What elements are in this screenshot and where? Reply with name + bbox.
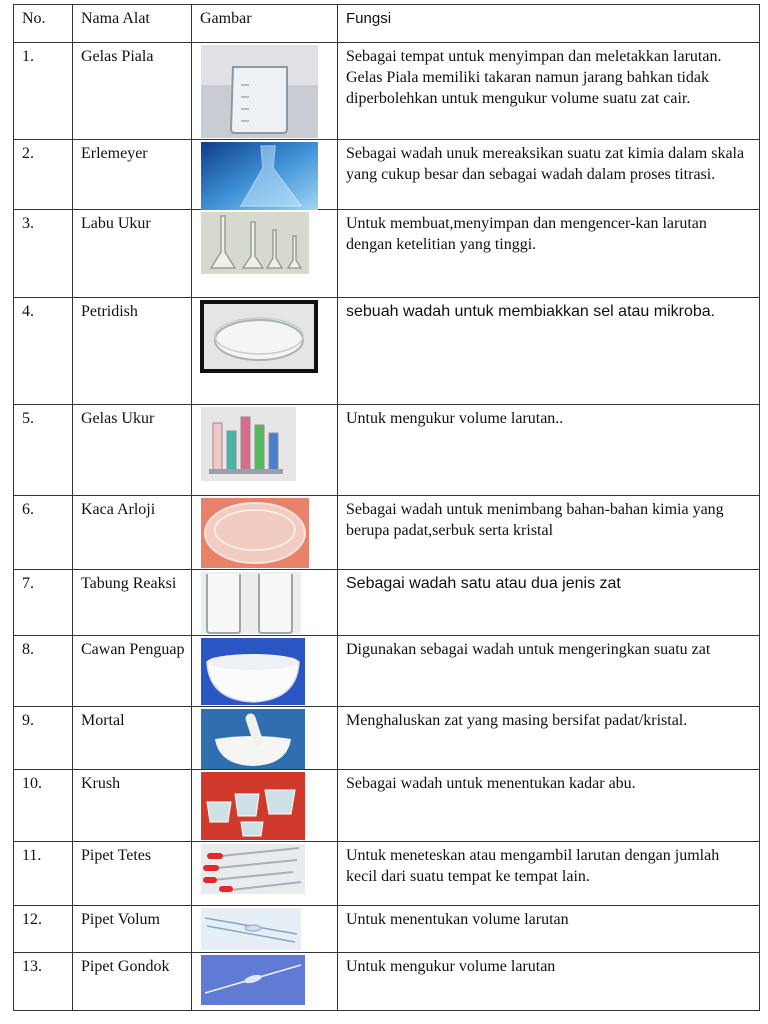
image-cell xyxy=(192,842,338,906)
volumetric-pipette-icon xyxy=(201,908,301,950)
equipment-function: Digunakan sebagai wadah untuk mengeringkan suatu zat xyxy=(338,636,760,707)
erlenmeyer-flask-icon xyxy=(201,142,318,210)
lab-equipment-table xyxy=(13,4,760,1011)
graduated-cylinder-icon xyxy=(201,407,296,481)
bulb-pipette-icon xyxy=(201,955,305,1005)
equipment-name: Gelas Ukur xyxy=(73,405,192,496)
table-row xyxy=(14,707,760,770)
equipment-name: Pipet Tetes xyxy=(73,842,192,906)
row-number: 8. xyxy=(14,636,73,707)
image-cell xyxy=(192,707,338,770)
equipment-function: Sebagai wadah unuk mereaksikan suatu zat kimia dalam skala yang cukup besar dan sebagai wadah dalam proses titrasi. xyxy=(338,140,760,210)
table-row xyxy=(14,140,760,210)
table-row xyxy=(14,906,760,953)
image-cell xyxy=(192,953,338,1011)
table-row xyxy=(14,570,760,636)
beaker-icon xyxy=(201,45,318,138)
image-cell xyxy=(192,770,338,842)
row-number: 5. xyxy=(14,405,73,496)
equipment-name: Tabung Reaksi xyxy=(73,570,192,636)
evaporating-dish-icon xyxy=(201,638,305,705)
table-row xyxy=(14,636,760,707)
equipment-name: Petridish xyxy=(73,298,192,405)
table-row xyxy=(14,496,760,570)
table-row xyxy=(14,842,760,906)
equipment-function: Untuk mengukur volume larutan xyxy=(338,953,760,1011)
equipment-function: Sebagai tempat untuk menyimpan dan meletakkan larutan. Gelas Piala memiliki takaran namun jarang bahkan tidak diperbolehkan untuk mengukur volume suatu zat cair. xyxy=(338,43,760,140)
table-header-row xyxy=(14,5,760,43)
row-number: 13. xyxy=(14,953,73,1011)
equipment-name: Pipet Gondok xyxy=(73,953,192,1011)
volumetric-flask-icon xyxy=(201,212,309,274)
row-number: 6. xyxy=(14,496,73,570)
image-cell xyxy=(192,570,338,636)
equipment-function: sebuah wadah untuk membiakkan sel atau mikroba. xyxy=(338,298,760,405)
equipment-name: Labu Ukur xyxy=(73,210,192,298)
dropper-pipette-icon xyxy=(201,844,305,894)
equipment-function: Untuk mengukur volume larutan.. xyxy=(338,405,760,496)
equipment-function: Sebagai wadah untuk menimbang bahan-bahan kimia yang berupa padat,serbuk serta kristal xyxy=(338,496,760,570)
image-cell xyxy=(192,43,338,140)
row-number: 1. xyxy=(14,43,73,140)
equipment-function: Untuk meneteskan atau mengambil larutan dengan jumlah kecil dari suatu tempat ke tempat lain. xyxy=(338,842,760,906)
image-cell xyxy=(192,636,338,707)
row-number: 12. xyxy=(14,906,73,953)
equipment-name: Krush xyxy=(73,770,192,842)
table-row xyxy=(14,298,760,405)
image-cell xyxy=(192,496,338,570)
row-number: 3. xyxy=(14,210,73,298)
image-cell xyxy=(192,906,338,953)
image-cell xyxy=(192,298,338,405)
header-name: Nama Alat xyxy=(73,5,192,43)
equipment-name: Erlemeyer xyxy=(73,140,192,210)
equipment-function: Untuk membuat,menyimpan dan mengencer-kan larutan dengan ketelitian yang tinggi. xyxy=(338,210,760,298)
equipment-function: Untuk menentukan volume larutan xyxy=(338,906,760,953)
equipment-name: Kaca Arloji xyxy=(73,496,192,570)
table-row xyxy=(14,953,760,1011)
header-no: No. xyxy=(14,5,73,43)
row-number: 10. xyxy=(14,770,73,842)
header-image: Gambar xyxy=(192,5,338,43)
mortar-pestle-icon xyxy=(201,709,305,769)
row-number: 4. xyxy=(14,298,73,405)
equipment-name: Gelas Piala xyxy=(73,43,192,140)
equipment-function: Sebagai wadah untuk menentukan kadar abu. xyxy=(338,770,760,842)
image-cell xyxy=(192,405,338,496)
petri-dish-icon xyxy=(200,300,318,373)
header-function: Fungsi xyxy=(338,5,760,43)
equipment-name: Mortal xyxy=(73,707,192,770)
equipment-name: Cawan Penguap xyxy=(73,636,192,707)
image-cell xyxy=(192,210,338,298)
row-number: 11. xyxy=(14,842,73,906)
crucible-icon xyxy=(201,772,305,840)
row-number: 9. xyxy=(14,707,73,770)
table-row xyxy=(14,210,760,298)
table-row xyxy=(14,43,760,140)
equipment-function: Sebagai wadah satu atau dua jenis zat xyxy=(338,570,760,636)
table-row xyxy=(14,770,760,842)
row-number: 7. xyxy=(14,570,73,636)
watch-glass-icon xyxy=(201,498,309,568)
test-tube-icon xyxy=(201,572,301,634)
image-cell xyxy=(192,140,338,210)
row-number: 2. xyxy=(14,140,73,210)
equipment-name: Pipet Volum xyxy=(73,906,192,953)
equipment-function: Menghaluskan zat yang masing bersifat padat/kristal. xyxy=(338,707,760,770)
table-row xyxy=(14,405,760,496)
